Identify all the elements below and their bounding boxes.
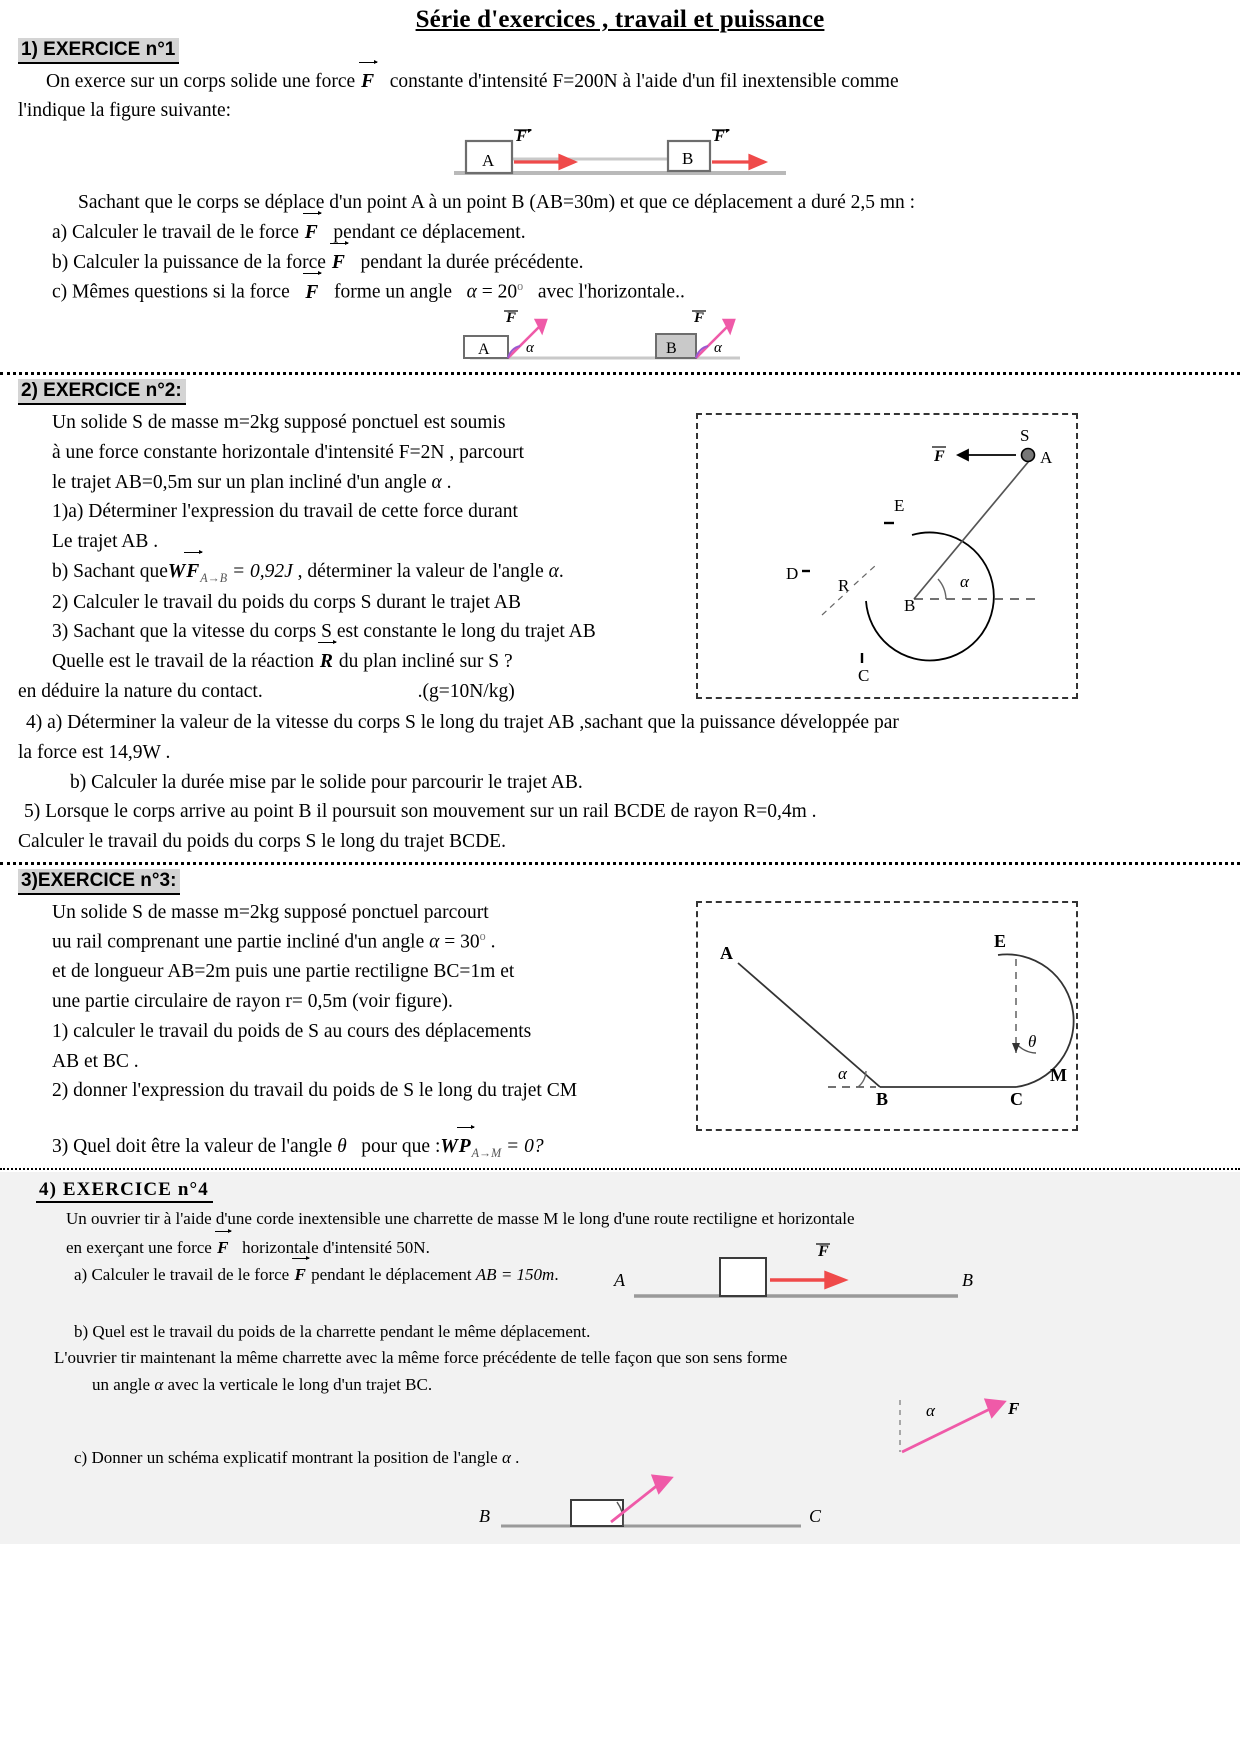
ex2-l5: Le trajet AB . [52,530,159,552]
ex2-l10-text: en déduire la nature du contact. [18,680,263,702]
ex4-l3-value: AB = 150m [475,1264,555,1284]
exercise-3-row [0,897,1240,1131]
ex3-l2-angle: = 30 [444,931,480,953]
svg-text:α: α [714,340,722,357]
ex2-l11: 4) a) Déterminer la valeur de la vitesse du corps S le long du trajet AB ,sachant que la puissance développée par [26,712,899,734]
svg-text:A: A [478,341,490,359]
ex2-l9 [18,648,678,676]
ex2-l15: Calculer le travail du poids du corps S le long du trajet BCDE. [18,831,506,853]
ex2-l2: à une force constante horizontale d'intensité F=2N , parcourt [52,441,525,463]
ex3-l1: Un solide S de masse m=2kg supposé ponctuel parcourt [52,901,489,923]
ex2-l12: la force est 14,9W . [18,742,171,764]
force-vector-symbol: F [331,249,346,277]
svg-text:R: R [838,576,850,596]
ex2-figure-box [696,413,1078,699]
ex1-intro-b: constante d'intensité F=200N à l'aide d'un fil inextensible comme [389,70,899,92]
ex1-fig1-svg [450,129,790,181]
ex1-qc-text1: c) Mêmes questions si la force [52,281,290,303]
ex4-l7-text: c) Donner un schéma explicatif montrant la position de l'angle [74,1447,498,1467]
svg-text:D: D [786,564,799,584]
exercise-1-section [0,36,1240,366]
ex1-qc-angle: = 20 [481,281,518,303]
svg-text:α: α [838,1063,847,1083]
degree-symbol: o [479,929,486,944]
degree-symbol: o [517,279,524,294]
ex1-given: Sachant que le corps se déplace d'un point A à un point B (AB=30m) et que ce déplacement a duré 2,5 mn : [78,192,916,214]
work-symbol: W [167,560,186,582]
exercise-4-figure-2 [40,1472,1222,1534]
ex2-gravity-note: .(g=10N/kg) [417,680,515,702]
svg-text:B: B [962,1270,973,1291]
alpha-symbol: α [466,281,477,303]
ex4-l6-text2: avec la verticale le long d'un trajet BC. [167,1374,433,1394]
alpha-symbol: α [429,931,440,953]
exercise-4-header: 4) EXERCICE n°4 [36,1178,213,1204]
ex4-l2-text2: horizontale d'intensité 50N. [242,1238,430,1258]
svg-text:M: M [1050,1064,1067,1085]
ex3-l2 [18,928,678,956]
force-vector-symbol: F [185,558,200,586]
ex4-fig1-svg [612,1234,982,1310]
ex2-l3-text: le trajet AB=0,5m sur un plan incliné d'un angle [52,471,427,493]
exercise-4-figure-1 [600,1234,982,1318]
ex1-question-a [18,219,1222,247]
ex3-l6: AB et BC . [52,1050,139,1072]
ex3-l4: une partie circulaire de rayon r= 0,5m (voir figure). [52,991,453,1013]
ex4-l3-text1: a) Calculer le travail de le force [74,1264,290,1284]
exercise-3-body-2 [18,1133,1222,1162]
force-vector-symbol: F [360,68,375,96]
svg-text:θ: θ [1028,1031,1037,1051]
ex1-qc-text3: avec l'horizontale.. [537,281,685,303]
ex2-l6-dot: . [558,560,564,582]
svg-text:A: A [482,151,495,171]
ex1-intro-line [18,68,1222,96]
svg-text:B: B [479,1506,490,1527]
ex2-l6-value: = 0,92J [231,560,293,582]
ex2-l10 [18,678,678,706]
ex3-figure-svg [698,903,1076,1129]
ex3-l2-text: uu rail comprenant une partie incliné d'un angle [52,931,425,953]
svg-text:A: A [720,942,733,963]
ex3-l8-value: = 0? [506,1135,544,1157]
ex1-qc-text2: forme un angle [334,281,453,303]
svg-text:α: α [960,572,969,592]
ex1-qb-text2: pendant la durée précédente. [360,251,584,273]
exercise-3-section [0,867,1240,1162]
ex4-l3 [40,1263,600,1288]
ex2-l6-subscript: A→B [200,570,228,585]
alpha-symbol: α [431,471,442,493]
svg-text:B: B [904,596,916,616]
ex2-l3 [18,469,678,497]
exercise-1-questions [18,189,1222,306]
svg-text:F: F [1008,1398,1020,1418]
exercise-1-figure-1 [0,129,1240,181]
ex1-question-c [18,278,1222,306]
svg-text:C: C [809,1506,822,1527]
ex3-l5: 1) calculer le travail du poids de S au cours des déplacements [52,1020,532,1042]
ex2-l6-text1: b) Sachant que [52,560,168,582]
ex4-l3-dot: . [554,1264,559,1284]
ex4-l3-text2: pendant le déplacement [311,1264,472,1284]
svg-text:S: S [1020,426,1030,446]
ex2-l14: 5) Lorsque le corps arrive au point B il poursuit son mouvement sur un rail BCDE de rayon R=0,4m . [24,801,817,823]
svg-text:E: E [994,930,1007,951]
ex2-l9-text2: du plan incliné sur S ? [338,651,513,672]
force-vector-symbol: F [304,219,319,247]
exercise-3-header: 3)EXERCICE n°3: [18,869,180,895]
ex3-l2-dot: . [490,931,496,953]
separator-3 [0,1168,1240,1170]
ex3-figure-box [696,901,1078,1131]
exercise-2-figure [696,407,1078,699]
ex2-l3-dot: . [446,471,452,493]
worksheet-page [0,6,1240,1760]
ex2-l13: b) Calculer la durée mise par le solide pour parcourir le trajet AB. [70,771,583,793]
svg-text:A: A [1040,448,1053,468]
exercise-2-body-2 [18,709,1222,855]
ex4-left-text [40,1234,600,1289]
ex1-question-b [18,249,1222,277]
svg-text:A: A [614,1270,625,1291]
svg-text:F: F [934,448,945,466]
ex1-qb-text1: b) Calculer la puissance de la force [52,251,326,273]
ex2-l8: 3) Sachant que la vitesse du corps S est constante le long du trajet AB [52,621,596,643]
exercise-4-section [0,1172,1240,1545]
ex3-l8-text2: pour que : [361,1135,441,1157]
ex3-l8-subscript: A→M [471,1145,502,1160]
ex1-fig2-svg [450,308,790,366]
ex1-intro-a: On exerce sur un corps solide une force [46,70,356,92]
ex4-fig2-arrow-svg [842,1398,1072,1456]
ex1-qa-text2: pendant ce déplacement. [333,221,526,243]
force-vector-symbol: F [293,1263,306,1288]
alpha-symbol: α [548,560,559,582]
exercise-3-figure [696,897,1078,1131]
exercise-2-body [18,407,678,707]
ex3-l3: et de longueur AB=2m puis une partie rectiligne BC=1m et [52,961,515,983]
ex3-l8-text1: 3) Quel doit être la valeur de l'angle [52,1135,333,1157]
page-title: Série d'exercices , travail et puissance [415,6,825,33]
ex3-l7: 2) donner l'expression du travail du poids de S le long du trajet CM [52,1080,578,1102]
svg-text:B: B [876,1088,889,1109]
ex2-l4: 1)a) Déterminer l'expression du travail de cette force durant [52,501,518,523]
svg-text:B: B [666,340,677,358]
ex4-fig2-svg [461,1472,861,1534]
ex2-l7: 2) Calculer le travail du poids du corps S durant le trajet AB [52,591,521,613]
svg-text:α: α [926,1400,935,1420]
ex2-l9-text1: Quelle est le travail de la réaction [52,651,315,672]
force-vector-symbol: F [216,1236,229,1261]
ex2-l6-text2: , déterminer la valeur de l'angle [297,560,544,582]
exercise-2-section [0,377,1240,855]
ex1-qa-text1: a) Calculer le travail de le force [52,221,299,243]
ex2-l1: Un solide S de masse m=2kg supposé ponctuel est soumis [52,412,506,434]
ex4-l6 [40,1373,1222,1398]
alpha-symbol: α [154,1374,164,1394]
ex4-l1: Un ouvrier tir à l'aide d'une corde inextensible une charrette de masse M le long d'une route rectiligne et horizontale [66,1209,855,1229]
exercise-3-body [18,897,678,1107]
separator-2 [0,862,1240,865]
exercise-1-body [18,68,1222,125]
ex1-intro-c: l'indique la figure suivante: [18,100,232,122]
theta-symbol: θ [337,1135,347,1157]
exercise-1-header: 1) EXERCICE n°1 [18,38,179,64]
ex4-l6-text1: un angle [92,1374,151,1394]
exercise-1-figure-2 [0,308,1240,366]
ex4-l7-dot: . [515,1447,520,1467]
work-symbol: W [440,1135,458,1157]
alpha-symbol: α [501,1447,511,1467]
svg-text:F: F [714,129,725,146]
reaction-vector-symbol: R [319,648,334,676]
ex4-l2 [40,1236,600,1261]
ex4-l5: L'ouvrier tir maintenant la même charrette avec la même force précédente de telle façon que son sens forme [54,1348,788,1368]
exercise-2-header: 2) EXERCICE n°2: [18,379,186,405]
exercise-4-body [40,1207,1222,1534]
svg-text:F: F [818,1243,829,1261]
ex2-l6 [18,558,678,587]
svg-text:E: E [894,496,905,516]
ex4-l4: b) Quel est le travail du poids de la charrette pendant le même déplacement. [74,1321,591,1341]
svg-text:F: F [506,310,517,327]
exercise-2-row [0,407,1240,707]
svg-text:B: B [682,149,694,169]
separator-1 [0,372,1240,375]
weight-vector-symbol: P [458,1133,472,1161]
ex4-l2-text1: en exerçant une force [66,1238,212,1258]
svg-text:α: α [526,340,534,357]
svg-text:F: F [516,129,527,146]
ex3-l8 [18,1133,1222,1162]
ex4-row [40,1234,1222,1318]
force-vector-symbol: F [304,279,319,307]
svg-text:C: C [1010,1088,1023,1109]
svg-text:C: C [858,666,870,686]
svg-text:F: F [694,310,705,327]
ex2-figure-svg [698,415,1076,697]
